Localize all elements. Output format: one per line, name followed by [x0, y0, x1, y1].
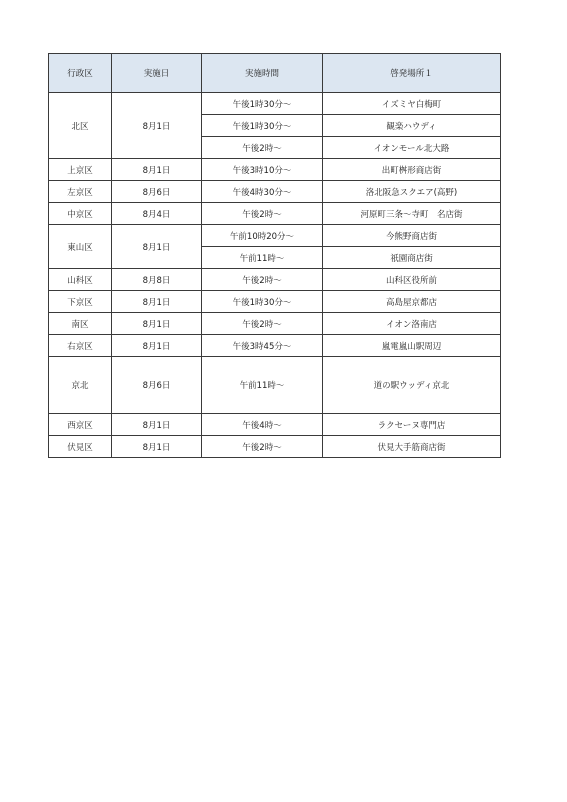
- ward-cell: 伏見区: [49, 436, 112, 458]
- ward-cell: 上京区: [49, 159, 112, 181]
- header-ward: 行政区: [49, 54, 112, 93]
- table-row: [49, 291, 501, 313]
- ward-cell: 右京区: [49, 335, 112, 357]
- date-cell: 8月4日: [112, 203, 202, 225]
- table-row: [49, 225, 501, 247]
- date-cell: 8月1日: [112, 93, 202, 159]
- table-row: [49, 357, 501, 414]
- table-row: [49, 335, 501, 357]
- place-cell: 伏見大手筋商店街: [323, 436, 501, 458]
- time-cell: 午後4時～: [202, 414, 323, 436]
- date-cell: 8月1日: [112, 436, 202, 458]
- place-cell: 観楽ハウディ: [323, 115, 501, 137]
- ward-cell: 東山区: [49, 225, 112, 269]
- ward-cell: 左京区: [49, 181, 112, 203]
- place-cell: 祇園商店街: [323, 247, 501, 269]
- ward-cell: 南区: [49, 313, 112, 335]
- header-row: [49, 54, 501, 93]
- date-cell: 8月6日: [112, 181, 202, 203]
- time-cell: 午後2時～: [202, 313, 323, 335]
- date-cell: 8月8日: [112, 269, 202, 291]
- table-row: [49, 269, 501, 291]
- table-header: [49, 54, 501, 93]
- schedule-table: [48, 53, 501, 458]
- place-cell: 高島屋京都店: [323, 291, 501, 313]
- header-time: 実施時間: [202, 54, 323, 93]
- time-cell: 午後4時30分～: [202, 181, 323, 203]
- table-row: [49, 181, 501, 203]
- place-cell: イズミヤ白梅町: [323, 93, 501, 115]
- time-cell: 午前10時20分～: [202, 225, 323, 247]
- date-cell: 8月1日: [112, 414, 202, 436]
- date-cell: 8月1日: [112, 313, 202, 335]
- time-cell: 午前11時～: [202, 357, 323, 414]
- time-cell: 午前11時～: [202, 247, 323, 269]
- ward-cell: 下京区: [49, 291, 112, 313]
- date-cell: 8月1日: [112, 291, 202, 313]
- date-cell: 8月1日: [112, 335, 202, 357]
- table-row: [49, 414, 501, 436]
- place-cell: 出町桝形商店街: [323, 159, 501, 181]
- time-cell: 午後1時30分～: [202, 291, 323, 313]
- time-cell: 午後2時～: [202, 269, 323, 291]
- time-cell: 午後2時～: [202, 203, 323, 225]
- ward-cell: 西京区: [49, 414, 112, 436]
- date-cell: 8月1日: [112, 225, 202, 269]
- place-cell: 今熊野商店街: [323, 225, 501, 247]
- place-cell: 嵐電嵐山駅周辺: [323, 335, 501, 357]
- table-row: [49, 93, 501, 115]
- time-cell: 午後3時45分～: [202, 335, 323, 357]
- table-body: [49, 93, 501, 458]
- header-place: 啓発場所１: [323, 54, 501, 93]
- place-cell: 洛北阪急スクエア(高野): [323, 181, 501, 203]
- time-cell: 午後2時～: [202, 436, 323, 458]
- place-cell: ラクセーヌ専門店: [323, 414, 501, 436]
- date-cell: 8月6日: [112, 357, 202, 414]
- table-row: [49, 436, 501, 458]
- table-row: [49, 313, 501, 335]
- date-cell: 8月1日: [112, 159, 202, 181]
- header-date: 実施日: [112, 54, 202, 93]
- ward-cell: 京北: [49, 357, 112, 414]
- ward-cell: 山科区: [49, 269, 112, 291]
- time-cell: 午後3時10分～: [202, 159, 323, 181]
- place-cell: 河原町三条～寺町 名店街: [323, 203, 501, 225]
- time-cell: 午後1時30分～: [202, 115, 323, 137]
- place-cell: イオン洛南店: [323, 313, 501, 335]
- table-row: [49, 159, 501, 181]
- place-cell: 道の駅ウッディ京北: [323, 357, 501, 414]
- ward-cell: 中京区: [49, 203, 112, 225]
- place-cell: イオンモール北大路: [323, 137, 501, 159]
- ward-cell: 北区: [49, 93, 112, 159]
- place-cell: 山科区役所前: [323, 269, 501, 291]
- table-row: [49, 203, 501, 225]
- time-cell: 午後2時～: [202, 137, 323, 159]
- time-cell: 午後1時30分～: [202, 93, 323, 115]
